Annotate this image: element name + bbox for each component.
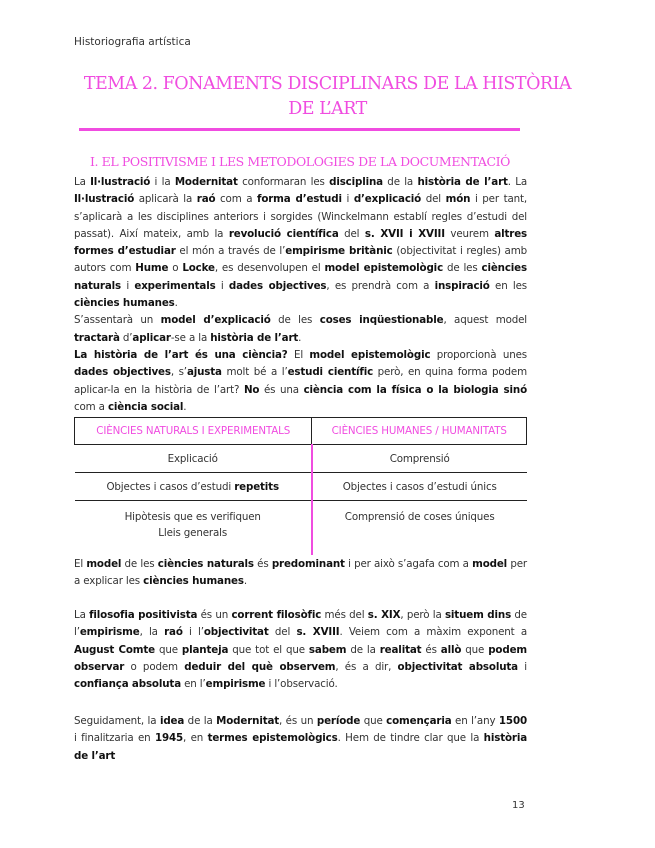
bold-text: coses inqüestionable [319,314,444,327]
text-run: és una [259,383,304,396]
text-run: i la [150,176,175,188]
section-heading: I. EL POSITIVISME I LES METODOLOGIES DE LA DOCUMENTACIÓ [90,154,511,169]
bold-text: ciències humanes [143,575,244,588]
bold-text: model [86,558,122,570]
bold-text: empirisme [79,626,140,639]
text-run: (objectivitat i regles) amb autors com [74,245,527,275]
text-run: és [421,643,441,656]
text-run: . [243,575,247,588]
text-run: en l’any [451,715,499,727]
text-run: , es desenvolupen el [214,262,325,275]
text-run: , es prendrà com a [326,279,435,292]
text-run: i [121,279,135,292]
text-run: però, en quina forma podem aplicar-la en la història de l’art? [74,366,527,396]
text-run: -se a la [170,331,211,344]
bold-text: deduir del què observem [184,660,336,673]
table-header-humanities: CIÈNCIES HUMANES / HUMANITATS [312,418,527,445]
table-row [75,501,527,556]
bold-text: d’explicació [353,193,422,206]
bold-text: empirisme britànic [285,245,393,258]
text-run: que [461,643,489,656]
bold-text: 1945 [154,732,184,745]
text-run: i [517,660,527,673]
bold-text: 1500 [498,715,527,727]
bold-text: model epistemològic [324,262,444,275]
chapter-title [60,72,595,122]
bold-text: disciplina [329,176,383,188]
text-run: , en [183,732,208,745]
bold-text: dades objectives [228,279,327,292]
text-run: , la [139,626,165,639]
bold-text: planteja [181,643,229,656]
bold-text: raó [164,626,183,639]
table-row [75,445,527,473]
bold-text: altres formes d’estudiar [74,227,528,258]
text-run: i finalitzaria en [74,732,155,745]
text-run: i [215,279,229,292]
bold-text: forma d’estudi [257,193,342,206]
bold-text: La història de l’art és una ciència? [74,349,288,361]
bold-text: ciència social [107,400,184,413]
text-run: , és a dir, [335,660,398,673]
text-run: és [253,558,272,570]
text-run: veurem [444,227,495,240]
bold-text: tractarà [74,331,120,344]
bold-text: podem observar [74,643,527,673]
table-cell [75,473,312,501]
text-run: , s’ [170,366,187,379]
cell-line: Lleis generals [158,527,228,539]
text-run: o podem [124,660,185,673]
text-run: . Veiem com a màxim exponent a [339,626,528,639]
running-header: Historiografia artística [74,36,191,48]
text-run: i l’ [182,626,204,639]
bold-text: Il·lustració [74,193,135,206]
text-run: , però la [400,609,445,621]
bold-text: història de l’art [417,176,508,188]
text-run: . [183,400,187,413]
bold-text: història de l’art [210,331,299,344]
text-run: conformaran les [237,176,330,188]
bold-text: món [445,193,471,206]
table-cell [75,501,312,556]
text-run: que tot el que [228,643,309,656]
bold-text: Il·lustració [90,176,151,188]
text-run: del [338,227,365,240]
text-run: com a [215,193,257,206]
paragraph-model [74,556,527,591]
text-run: i per tant, s’aplicarà a les disciplines anteriors i sorgides (Winckelmann establí regles d’estudi del passat). Així mateix, amb la [74,193,527,240]
text-run: en l’ [181,678,206,691]
text-run: proporcionà unes [430,349,527,361]
text-run: de la [184,715,217,727]
bold-text: filosofia positivista [89,609,198,621]
table-cell: Objectes i casos d’estudi únics [312,473,527,501]
chapter-title-line-2: DE L’ART [288,99,367,119]
bold-text: August Comte [74,643,155,656]
bold-text: Modernitat [174,176,238,188]
cell-text-bold: repetits [234,480,279,493]
text-run: . Hem de tindre clar que la [337,732,484,745]
bold-text: model d’explicació [160,314,271,327]
bold-text: sabem [308,643,347,656]
bold-text: història de l’art [74,732,527,762]
chapter-title-line-1: TEMA 2. FONAMENTS DISCIPLINARS DE LA HISTÒRIA [83,74,572,94]
bold-text: situem dins [444,609,512,621]
bold-text: inspiració [434,279,490,292]
text-run: El [287,349,310,361]
text-run: del [421,193,446,206]
bold-text: allò [440,643,462,656]
text-run: més del [321,609,368,621]
bold-text: ciències naturals [157,558,254,570]
bold-text: realitat [379,643,422,656]
text-run: La [74,176,91,188]
text-run: La [74,609,90,621]
table-header-natural-sciences: CIÈNCIES NATURALS I EXPERIMENTALS [75,418,312,445]
bold-text: Hume [135,262,169,275]
bold-text: estudi científic [287,366,374,379]
text-run: de les [121,558,158,570]
table-row [75,473,527,501]
comparison-table [74,417,527,555]
paragraph-illustracio [74,174,527,347]
bold-text: començaria [386,715,452,727]
bold-text: Modernitat [216,715,280,727]
table-cell: Comprensió de coses úniques [344,511,495,523]
text-run: és un [197,609,232,621]
text-run: per a explicar les [74,558,527,588]
bold-text: objectivitat absoluta [397,660,518,673]
text-run: o [168,262,183,275]
text-run: de la [346,643,380,656]
bold-text: aplicar [132,331,171,344]
text-run: S’assentarà un [74,314,161,327]
paragraph-modernity [74,713,527,765]
text-run: del [268,626,297,639]
text-run: aplicarà la [134,193,197,206]
bold-text: model [472,558,508,570]
bold-text: corrent filosòfic [231,609,322,621]
text-run: de les [270,314,320,327]
bold-text: ciències naturals [74,262,527,292]
bold-text: termes epistemològics [207,732,338,745]
text-run: i l’observació. [265,678,338,691]
bold-text: s. XIX [367,609,401,621]
text-run: molt bé a l’ [221,366,288,379]
text-run: , aquest model [443,314,528,327]
bold-text: raó [196,193,216,206]
bold-text: dades objectives [74,366,171,379]
text-run: i [341,193,354,206]
bold-text: s. XVIII [296,626,340,639]
bold-text: model epistemològic [309,349,431,361]
text-run: de les [443,262,482,275]
bold-text: ajusta [186,366,222,379]
text-run: de la [382,176,418,188]
bold-text: experimentals [134,279,216,292]
bold-text: objectivitat [203,626,269,639]
bold-text: empirisme [205,678,266,691]
title-underline [79,128,520,131]
paragraph-art-as-science [74,347,527,416]
bold-text: revolució científica [228,227,339,240]
text-run: . La [507,176,527,188]
bold-text: Locke [182,262,215,275]
paragraph-positivism [74,607,527,693]
bold-text: s. XVII i XVIII [364,227,445,240]
text-run: de l’ [74,609,527,639]
text-run: en les [489,279,527,292]
text-run: el món a través de l’ [175,245,286,258]
cell-text: Objectes i casos d’estudi [106,480,235,493]
bold-text: idea [159,715,185,727]
cell-line: Hipòtesis que es verifiquen [124,511,261,523]
text-run: d’ [119,331,133,344]
text-run: que [360,715,387,727]
bold-text: confiança absoluta [74,678,181,691]
bold-text: ciència com la física o la biologia sinó [303,383,527,396]
bold-text: No [243,383,260,396]
text-run: , és un [279,715,317,727]
text-run: Seguidament, la [74,715,160,727]
text-run: com a [74,400,108,413]
bold-text: predominant [271,558,345,570]
text-run: . [174,297,178,310]
bold-text: període [316,715,361,727]
text-run: . [298,331,302,344]
table-cell: Explicació [75,445,312,473]
text-run: i per això s’agafa com a [344,558,473,570]
page-number: 13 [512,800,525,811]
text-run: que [154,643,182,656]
table-cell: Comprensió [312,445,527,473]
bold-text: ciències humanes [74,297,175,310]
text-run: El [74,558,87,570]
